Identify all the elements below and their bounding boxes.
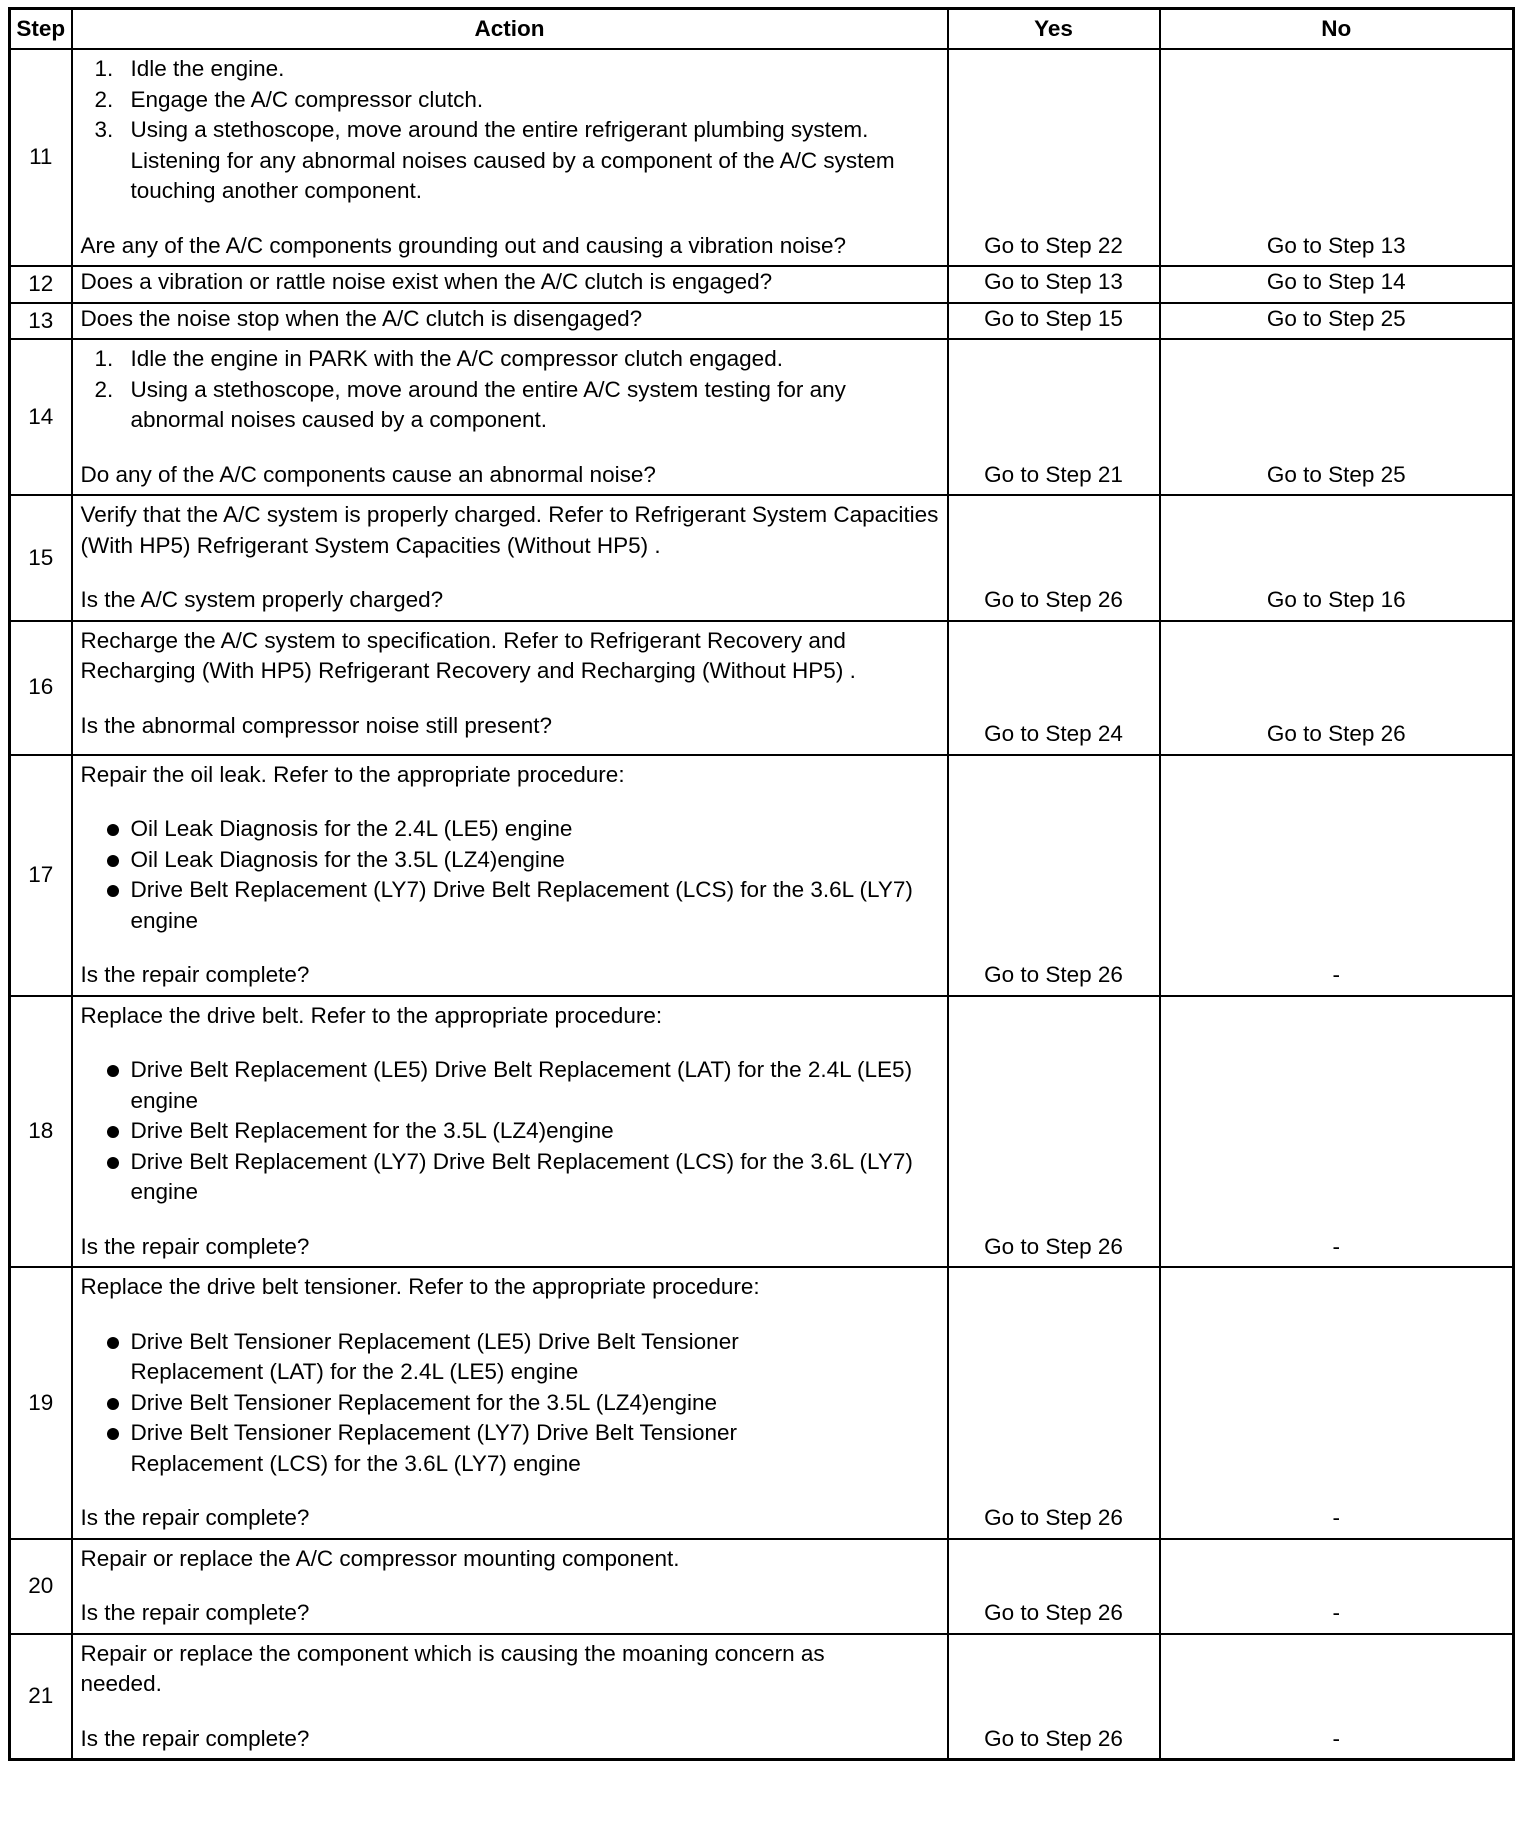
action-cell xyxy=(72,339,948,495)
list-item xyxy=(95,375,939,436)
yes-result: Go to Step 26 xyxy=(948,996,1160,1268)
step-number: 19 xyxy=(10,1267,72,1539)
step-number: 15 xyxy=(10,495,72,621)
yes-result: Go to Step 15 xyxy=(948,303,1160,340)
action-cell xyxy=(72,49,948,266)
table-row xyxy=(10,339,1514,495)
step-number: 13 xyxy=(10,303,72,340)
no-result: Go to Step 25 xyxy=(1160,303,1514,340)
no-result: - xyxy=(1160,996,1514,1268)
action-cell xyxy=(72,303,948,340)
action-cell xyxy=(72,621,948,755)
header-step: Step xyxy=(10,9,72,50)
no-result: Go to Step 14 xyxy=(1160,266,1514,303)
list-item xyxy=(95,1418,939,1479)
table-row xyxy=(10,996,1514,1268)
bullet-list xyxy=(81,814,939,936)
question-text: Is the repair complete? xyxy=(80,1233,310,1259)
list-item-text: Engage the A/C compressor clutch. xyxy=(130,86,484,112)
question-text: Is the repair complete? xyxy=(80,1725,310,1751)
step-number: 11 xyxy=(10,49,72,266)
step-number: 12 xyxy=(10,266,72,303)
bullet-icon xyxy=(95,1327,131,1388)
no-result: Go to Step 25 xyxy=(1160,339,1514,495)
list-number: 1. xyxy=(94,56,114,81)
no-result: Go to Step 16 xyxy=(1160,495,1514,621)
list-item-text: Using a stethoscope, move around the entire A/C system testing for any abnormal noises caused by a component. xyxy=(130,376,846,432)
step-number: 20 xyxy=(10,1539,72,1634)
question-text: Are any of the A/C components grounding out and causing a vibration noise? xyxy=(80,232,847,258)
header-no: No xyxy=(1160,9,1514,50)
action-cell xyxy=(72,1539,948,1634)
instruction-text: Replace the drive belt. Refer to the appropriate procedure: xyxy=(80,1002,663,1028)
bullet-icon xyxy=(95,1116,131,1147)
list-item xyxy=(95,1327,939,1388)
list-item xyxy=(95,845,939,876)
list-item xyxy=(95,344,939,375)
list-item xyxy=(95,1388,939,1419)
table-row xyxy=(10,1539,1514,1634)
list-number: 3. xyxy=(94,117,114,142)
action-cell xyxy=(72,996,948,1268)
bullet-icon xyxy=(95,875,131,936)
list-number: 1. xyxy=(94,346,114,371)
list-item-text: Drive Belt Tensioner Replacement (LE5) Drive Belt Tensioner Replacement (LAT) for the 2.4L (LE5) engine xyxy=(130,1328,739,1384)
bullet-icon xyxy=(95,1055,131,1116)
bullet-list xyxy=(81,1055,939,1208)
instruction-text: Repair or replace the component which is causing the moaning concern as needed. xyxy=(80,1640,825,1696)
numbered-list xyxy=(81,344,939,436)
table-row xyxy=(10,303,1514,340)
list-item-text: Drive Belt Replacement (LY7) Drive Belt Replacement (LCS) for the 3.6L (LY7) engine xyxy=(130,1148,913,1204)
list-item-text: Drive Belt Replacement (LY7) Drive Belt Replacement (LCS) for the 3.6L (LY7) engine xyxy=(130,877,913,933)
table-row xyxy=(10,621,1514,755)
list-item-text: Drive Belt Tensioner Replacement (LY7) Drive Belt Tensioner Replacement (LCS) for the 3.6L (LY7) engine xyxy=(130,1420,738,1476)
instruction-text: Repair the oil leak. Refer to the appropriate procedure: xyxy=(80,761,625,787)
bullet-icon xyxy=(95,1388,131,1419)
yes-result: Go to Step 26 xyxy=(948,755,1160,996)
question-text: Do any of the A/C components cause an abnormal noise? xyxy=(80,461,656,487)
question-text: Is the A/C system properly charged? xyxy=(80,587,444,612)
list-item-text: Drive Belt Replacement for the 3.5L (LZ4)engine xyxy=(130,1118,614,1143)
diagnostic-table-sheet xyxy=(8,7,1512,1761)
bullet-list xyxy=(81,1327,939,1480)
diagnostic-table xyxy=(8,7,1515,1761)
question-text: Does the noise stop when the A/C clutch is disengaged? xyxy=(80,305,643,331)
yes-result: Go to Step 21 xyxy=(948,339,1160,495)
list-number: 2. xyxy=(94,86,114,112)
list-item-text: Oil Leak Diagnosis for the 3.5L (LZ4)engine xyxy=(130,846,565,872)
table-header-row xyxy=(10,9,1514,50)
step-number: 14 xyxy=(10,339,72,495)
no-result: - xyxy=(1160,1267,1514,1539)
instruction-text: Replace the drive belt tensioner. Refer to the appropriate procedure: xyxy=(80,1274,760,1299)
no-result: Go to Step 13 xyxy=(1160,49,1514,266)
table-row xyxy=(10,495,1514,621)
list-item xyxy=(95,814,939,845)
instruction-text: Repair or replace the A/C compressor mounting component. xyxy=(80,1545,680,1571)
step-number: 21 xyxy=(10,1634,72,1760)
bullet-icon xyxy=(95,1418,131,1479)
action-cell xyxy=(72,755,948,996)
question-text: Is the abnormal compressor noise still present? xyxy=(80,712,552,738)
table-row xyxy=(10,266,1514,303)
bullet-icon xyxy=(95,1147,131,1208)
numbered-list xyxy=(81,54,939,207)
instruction-text: Verify that the A/C system is properly charged. Refer to Refrigerant System Capacities (With HP5) Refrigerant System Capacities (Without HP5) . xyxy=(80,502,939,558)
action-cell xyxy=(72,1267,948,1539)
step-number: 18 xyxy=(10,996,72,1268)
yes-result: Go to Step 26 xyxy=(948,495,1160,621)
list-item-text: Oil Leak Diagnosis for the 2.4L (LE5) engine xyxy=(130,816,573,841)
question-text: Is the repair complete? xyxy=(80,1600,310,1625)
table-row xyxy=(10,49,1514,266)
list-item xyxy=(95,115,939,207)
question-text: Does a vibration or rattle noise exist when the A/C clutch is engaged? xyxy=(80,269,773,294)
yes-result: Go to Step 26 xyxy=(948,1267,1160,1539)
bullet-icon xyxy=(95,814,131,845)
question-text: Is the repair complete? xyxy=(80,1505,310,1530)
list-item-text: Using a stethoscope, move around the entire refrigerant plumbing system. Listening for any abnormal noises caused by a component of the A/C system touching another component. xyxy=(130,117,895,203)
action-cell xyxy=(72,266,948,303)
no-result: Go to Step 26 xyxy=(1160,621,1514,755)
list-item xyxy=(95,54,939,85)
no-result: - xyxy=(1160,1539,1514,1634)
list-item xyxy=(95,1147,939,1208)
yes-result: Go to Step 24 xyxy=(948,621,1160,755)
yes-result: Go to Step 26 xyxy=(948,1539,1160,1634)
yes-result: Go to Step 13 xyxy=(948,266,1160,303)
table-row xyxy=(10,755,1514,996)
step-number: 16 xyxy=(10,621,72,755)
header-action: Action xyxy=(72,9,948,50)
header-yes: Yes xyxy=(948,9,1160,50)
no-result: - xyxy=(1160,1634,1514,1760)
action-cell xyxy=(72,495,948,621)
table-row xyxy=(10,1634,1514,1760)
table-row xyxy=(10,1267,1514,1539)
list-item xyxy=(95,1055,939,1116)
instruction-text: Recharge the A/C system to specification. Refer to Refrigerant Recovery and Recharging (With HP5) Refrigerant Recovery and Recharging (Without HP5) . xyxy=(80,627,856,683)
action-cell xyxy=(72,1634,948,1760)
list-number: 2. xyxy=(94,376,114,402)
list-item-text: Drive Belt Tensioner Replacement for the 3.5L (LZ4)engine xyxy=(130,1389,718,1415)
list-item xyxy=(95,875,939,936)
list-item xyxy=(95,85,939,116)
list-item-text: Idle the engine in PARK with the A/C compressor clutch engaged. xyxy=(130,346,783,371)
bullet-icon xyxy=(95,845,131,876)
list-item xyxy=(95,1116,939,1147)
list-item-text: Drive Belt Replacement (LE5) Drive Belt Replacement (LAT) for the 2.4L (LE5) engine xyxy=(130,1057,913,1113)
yes-result: Go to Step 26 xyxy=(948,1634,1160,1760)
question-text: Is the repair complete? xyxy=(80,962,310,987)
list-item-text: Idle the engine. xyxy=(130,56,285,81)
step-number: 17 xyxy=(10,755,72,996)
no-result: - xyxy=(1160,755,1514,996)
yes-result: Go to Step 22 xyxy=(948,49,1160,266)
